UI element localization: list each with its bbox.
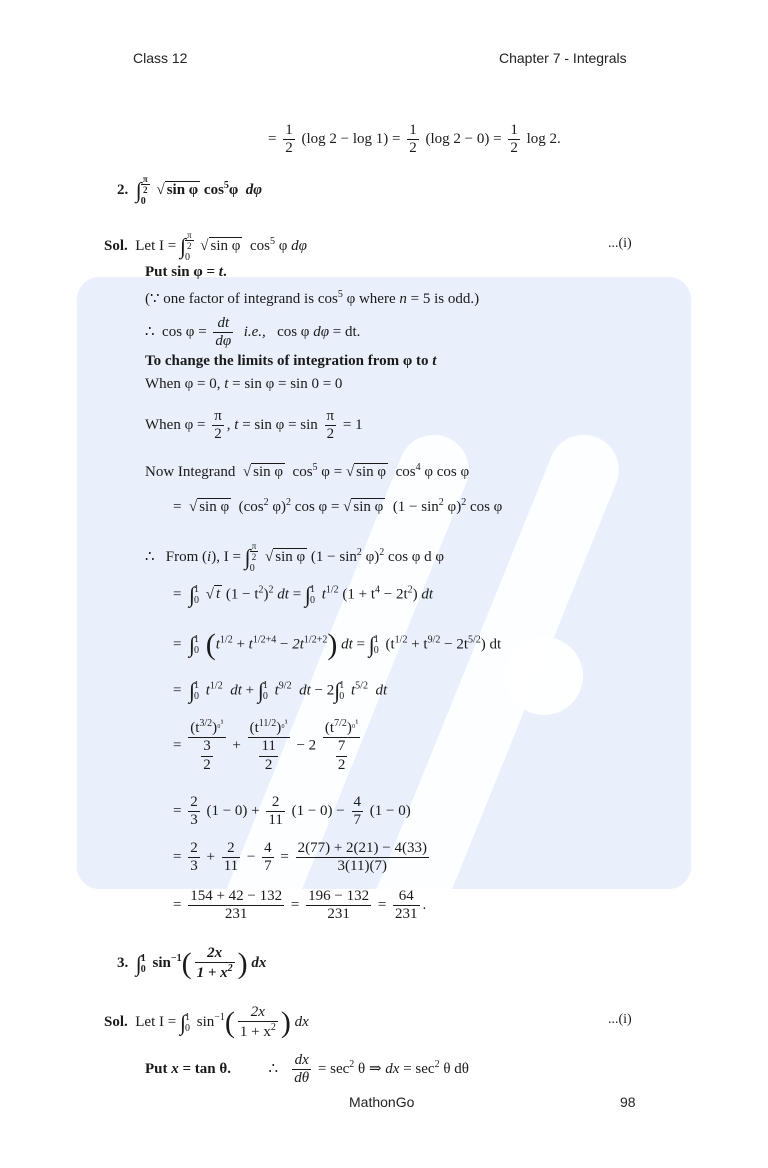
- from-i-substitution: ∴ From (i), I = ∫ π 2 0 √ sin φ $(1 - \sin^2 \varphi)^2$ cos φ d φ: [145, 541, 445, 574]
- footer-brand: MathonGo: [349, 1094, 415, 1110]
- header-class-label: Class 12: [133, 50, 188, 66]
- equation-ref: ...(i): [608, 1012, 632, 1027]
- step-1: = ∫ 1 0 √ t $(1 - t^2)^2$ dt = ∫ 1 0 $t^{1/2}$ $(1 + t^4 - 2t^2)$ dt: [173, 582, 434, 607]
- fraction-half: $\frac{1}{2}$: [409, 122, 417, 157]
- watermark-dot: [505, 637, 583, 715]
- integral-sign-icon: ∫: [179, 233, 186, 259]
- integral-sign-icon: ∫: [135, 177, 142, 203]
- solution-3-let: Sol. Let I = ∫ 1 0 $\sin^{-1}$( $\frac{2x}{1 + x^2}$ ) dx: [104, 1004, 309, 1041]
- integral-sign-icon: ∫: [244, 544, 251, 570]
- sol-label: Sol.: [104, 1014, 128, 1031]
- when-phi-zero: When φ = 0, t = sin φ = sin 0 = 0: [145, 376, 343, 392]
- question-3: 3. ∫ 1 0 $\sin^{-1}$( $\frac{2x}{1 + x^2}$ ) dx: [117, 945, 267, 982]
- solution-2-let: Sol. Let I = ∫ π 2 0 √ sin φ $\cos^5 \varphi$ dφ: [104, 230, 307, 263]
- step-2: = ∫ 1 0 $(t^{1/2} + t^{1/2+4} - 2t^{1/2+2})$ dt = ∫ 1 0 $(t^{1/2} + t^{9/2} - 2t^{5/2})$ dt: [173, 628, 502, 661]
- question-number: 2.: [117, 181, 129, 198]
- step-7-final: = $\frac{154 + 42 - 132}{231}$ = $\frac{196 - 132}{231}$ = $\frac{64}{231}$ .: [173, 888, 427, 923]
- page-number: 98: [620, 1094, 636, 1110]
- header-chapter-title: Chapter 7 - Integrals: [499, 50, 627, 66]
- because-odd-note: (∵ one factor of integrand is $\cos^5 \varphi$ where n = 5 is odd.): [145, 289, 480, 307]
- put-sin-phi: Put sin φ = t.: [145, 264, 227, 280]
- question-number: 3.: [117, 955, 129, 972]
- change-limits-heading: To change the limits of integration from φ to t: [145, 353, 437, 369]
- step-5: = $\frac{2}{3}$ (1 − 0) + $\frac{2}{11}$ (1 − 0) − $\frac{4}{7}$ (1 − 0): [173, 794, 411, 829]
- sol-label: Sol.: [104, 237, 128, 254]
- integrand-expansion: = √ sin φ ($\cos^2$ φ)$^2$ cos φ = √ sin φ $(1 - \sin^2 \varphi)^2$ cos φ: [173, 497, 503, 515]
- fraction-half: $\frac{1}{2}$: [285, 122, 293, 157]
- step-6: = $\frac{2}{3}$ + $\frac{2}{11}$ − $\frac{4}{7}$ = $\frac{2(77) + 2(21) - 4(33)}{3(11)(7)}$: [173, 840, 427, 875]
- therefore-cos-phi: ∴ cos φ = $\frac{dt}{d\varphi}$ i.e., cos φ dφ = dt.: [145, 315, 361, 350]
- step-4: = $\frac{(t^{3/2})^{_0^1}}{\frac{3}{2}}$ + $\frac{(t^{11/2})^{_0^1}}{\frac{11}{2}}$ − 2 $\frac{(t^{7/2})^{_0^1}}{\frac{7}{2}}$: [173, 718, 359, 773]
- step-3: = ∫ 1 0 $t^{1/2}$ dt + ∫ 1 0 $t^{9/2}$ dt − 2∫ 1 0 $t^{5/2}$ dt: [173, 678, 388, 703]
- equation-ref: ...(i): [608, 236, 632, 251]
- now-integrand: Now Integrand √ sin φ $\cos^5 \varphi$ = √ sin φ $\cos^4 \varphi$ cos φ: [145, 462, 470, 480]
- fraction-half: $\frac{1}{2}$: [510, 122, 518, 157]
- when-phi-pi-2: When φ = $\frac{\pi}{2}$ , t = sin φ = sin $\frac{\pi}{2}$ = 1: [145, 408, 363, 443]
- question-2: 2. ∫ π 2 0 √ sin φ $\cos^5\varphi$ dφ: [117, 174, 263, 207]
- result-line-log: = $\frac{1}{2}$ (log 2 − log 1) = $\frac{1}{2}$ (log 2 − 0) = $\frac{1}{2}$ log 2.: [268, 122, 561, 157]
- put-x-tan-theta: Put x = tan θ. ∴ $\frac{dx}{d\theta}$ = $\sec^2 \theta$ ⇒ dx = $\sec^2 \theta$ dθ: [145, 1052, 469, 1087]
